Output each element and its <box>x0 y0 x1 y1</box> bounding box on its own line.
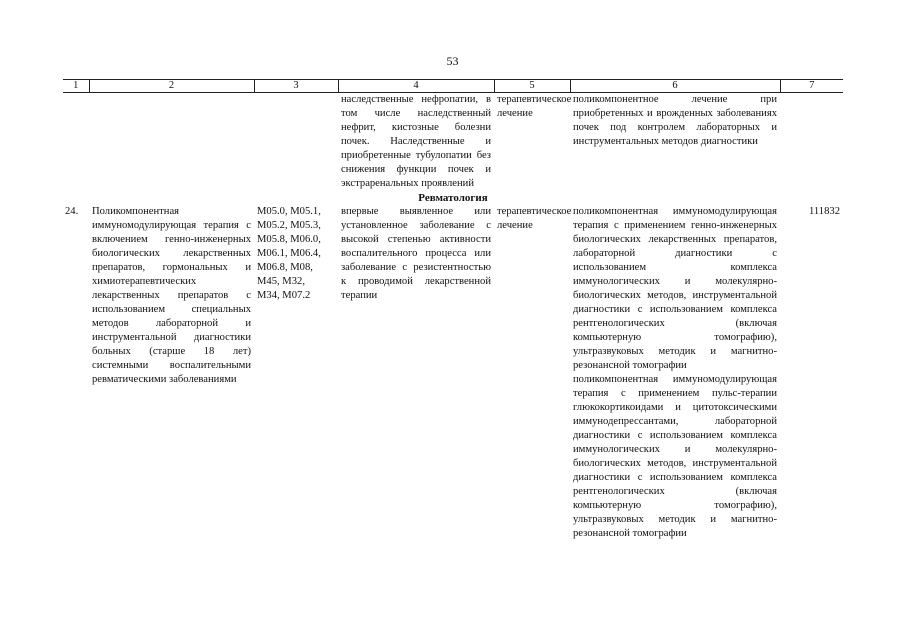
cell-care-type <box>89 93 254 192</box>
cell-cost: 111832 <box>809 206 840 217</box>
cell-icd-codes: M05.0, M05.1, M05.2, M05.3, M05.8, M06.0, M06.1, M06.4, M06.8, M08, M45, M32, M34, M07.2 <box>257 206 321 301</box>
treatment-method-1: поликомпонентная иммуномодулирующая терапия с применением генно-инженерных биологических лекарственных препаратов, лабораторной диагностики с использованием комплекса иммунологических и молекулярно-биологических методов, инструментальной диагностики с использованием комплекса рентгенологических (включая компьютерную томографию), ультразвуковых методик и магнитно-резонансной томографии <box>573 206 777 371</box>
table-row-24 <box>63 205 843 541</box>
medical-care-table <box>63 79 843 541</box>
cell-treatment-method: поликомпонентное лечение при приобретенных и врожденных заболеваниях почек под контролем лабораторных и инструментальных методов диагностики <box>573 94 777 147</box>
cell-treatment-method <box>570 205 780 541</box>
cell-treatment-type: терапевтическое лечение <box>497 94 572 119</box>
cell-number: 24. <box>65 206 79 217</box>
cell-patient-model: наследственные нефропатии, в том числе наследственный нефрит, кистозные болезни почек. Наследственные и приобретенные тубулопатии без снижения функции почек и экстраренальных проявлений <box>341 94 491 189</box>
column-header-7: 7 <box>780 80 843 93</box>
section-row <box>63 191 843 205</box>
column-header-row <box>63 80 843 93</box>
cell-treatment-type: терапевтическое лечение <box>497 206 572 231</box>
column-header-6: 6 <box>570 80 780 93</box>
cell-icd-codes <box>254 93 338 192</box>
cell-care-type: Поликомпонентная иммуномодулирующая терапия с включением генно-инженерных биологических лекарственных препаратов, гормональных и химиотерапевтических лекарственных препаратов с использованием специальных методов лабораторной и инструментальной диагностики больных (старше 18 лет) системными воспалительными ревматическими заболеваниями <box>92 206 251 385</box>
column-header-2: 2 <box>89 80 254 93</box>
cell-patient-model: впервые выявленное или установленное заболевание с высокой степенью активности воспалительного процесса или заболевание с резистентностью к проводимой лекарственной терапии <box>341 206 491 301</box>
column-header-5: 5 <box>494 80 570 93</box>
cell-number <box>63 93 89 192</box>
column-header-4: 4 <box>338 80 494 93</box>
treatment-method-2: поликомпонентная иммуномодулирующая терапия с применением пульс-терапии глюкокортикоидами и цитотоксическими иммунодепрессантами, лабораторной диагностики с использованием комплекса иммунологических и молекулярно-биологических методов, инструментальной диагностики с использованием комплекса рентгенологических (включая компьютерную томографию), ультразвуковых методик и магнитно-резонансной томографии <box>573 374 777 539</box>
section-title: Ревматология <box>418 192 488 204</box>
column-header-1: 1 <box>63 80 89 93</box>
table-row-continuation <box>63 93 843 192</box>
column-header-3: 3 <box>254 80 338 93</box>
cell-cost <box>780 93 843 192</box>
page-number: 53 <box>446 54 459 68</box>
